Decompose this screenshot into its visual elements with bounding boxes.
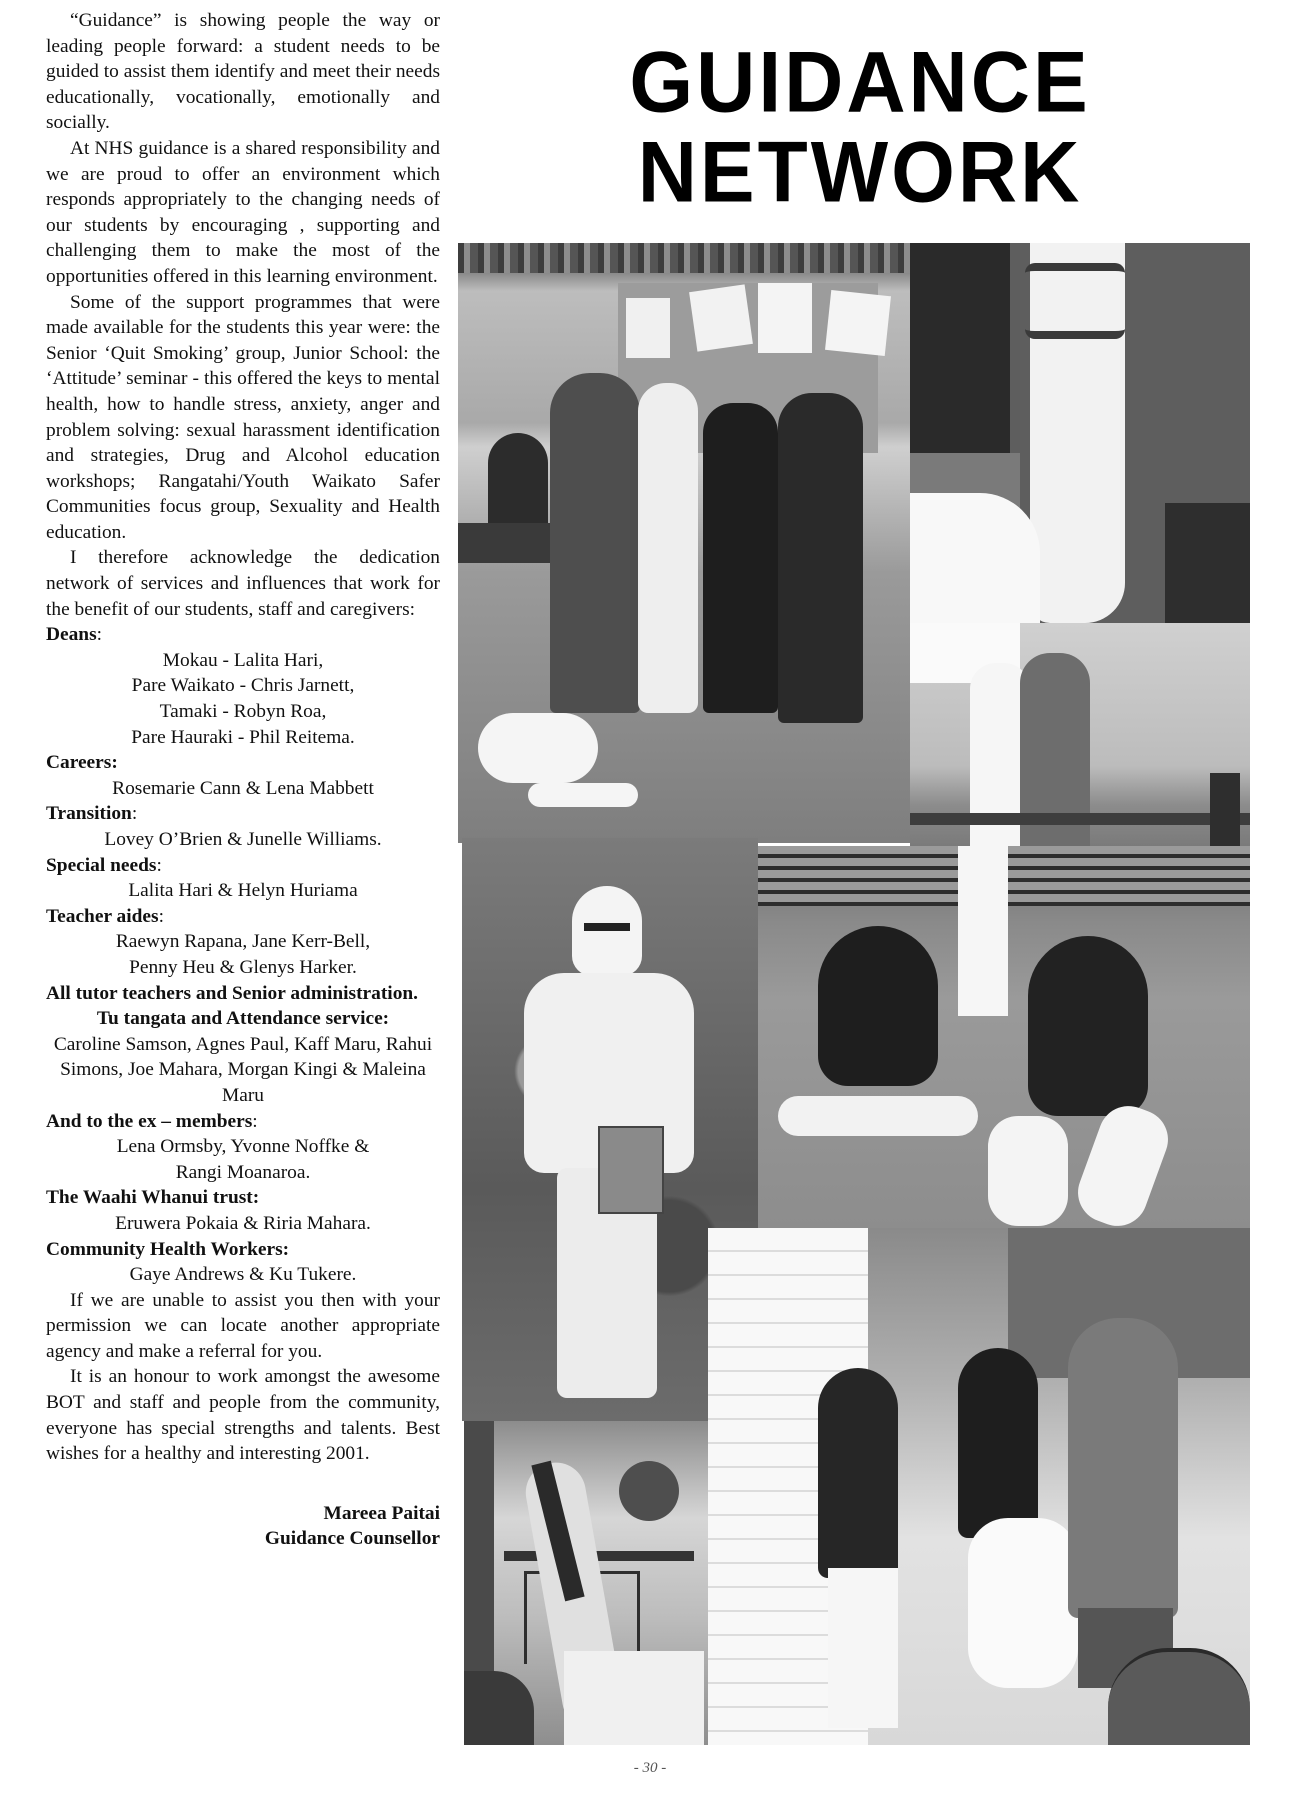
careers-names: Rosemarie Cann & Lena Mabbett (112, 777, 374, 799)
page-number: - 30 - (633, 1760, 667, 1776)
careers-heading: Careers: (46, 752, 118, 774)
teacher-aides-names: Penny Heu & Glenys Harker. (129, 956, 357, 978)
ex-members-heading-colon: : (252, 1110, 258, 1132)
deans-heading-colon: : (96, 624, 103, 646)
bandaged-wrist-closeup-photo (910, 243, 1250, 623)
tu-tangata-heading: Tu tangata and Attendance service: (96, 1008, 390, 1030)
ex-members-heading (46, 1109, 440, 1135)
special-needs-heading-colon: : (156, 854, 162, 876)
special-needs-heading (46, 853, 440, 879)
students-wrapping-figure-photo (910, 623, 1250, 883)
tu-tangata-names: Caroline Samson, Agnes Paul, Kaff Maru, Rahui Simons, Joe Mahara, Morgan Kingi & Maleina Maru (53, 1033, 433, 1106)
deans-heading-text: Deans (46, 624, 97, 646)
bandaged-arm-classroom-photo (464, 1421, 708, 1745)
transition-heading-colon: : (131, 803, 138, 825)
students-outdoors-path-photo (708, 1228, 1250, 1745)
deans-heading (46, 622, 440, 648)
signature-name: Mareea Paitai (323, 1502, 440, 1524)
transition-names: Lovey O’Brien & Junelle Williams. (104, 829, 382, 850)
teacher-aides-names: Raewyn Rapana, Jane Kerr-Bell, (115, 931, 371, 953)
transition-heading-text: Transition (46, 803, 132, 825)
students-kneeling-on-floor-photo (758, 846, 1250, 1228)
teacher-aides-heading-colon: : (158, 905, 164, 927)
page-title-line-2: NETWORK (637, 124, 1083, 221)
ex-members-heading-text: And to the ex – members (46, 1110, 253, 1132)
community-health-heading: Community Health Workers: (46, 1238, 290, 1260)
waahi-whanui-names: Eruwera Pokaia & Riria Mahara. (115, 1212, 371, 1234)
deans-name: Pare Waikato - Chris Jarnett, (131, 675, 355, 697)
deans-name: Mokau - Lalita Hari, (162, 649, 324, 671)
ex-members-names: Rangi Moanaroa. (175, 1161, 311, 1183)
intro-paragraph: At NHS guidance is a shared responsibility and we are proud to offer an environment which responds appropriately to the changing needs of our students by encouraging , supporting and challenging them to make the most of the opportunities offered in this learning environment. (46, 137, 440, 287)
teacher-aides-heading (46, 904, 440, 930)
intro-paragraph: Some of the support programmes that were made available for the students this year were: the Senior ‘Quit Smoking’ group, Junior School: the ‘Attitude’ seminar - this offered the keys to mental health, how to handle stress, anxiety, anger and problem solving: sexual harassment identification and strategies, Drug and Alcohol education workshops; Rangatahi/Youth Waikato Safer Communities focus group, Sexuality and Health education. (46, 291, 440, 543)
page-title-line-1: GUIDANCE (629, 34, 1091, 131)
special-needs-names: Lalita Hari & Helyn Huriama (128, 880, 358, 902)
closing-paragraph: It is an honour to work amongst the awesome BOT and staff and people from the community, everyone has special strengths and talents. Best wishes for a healthy and interesting 2001. (46, 1366, 440, 1465)
classroom-bandage-mummy-photo (458, 243, 910, 843)
intro-paragraph: I therefore acknowledge the dedication network of services and influences that work for the benefit of our students, staff and caregivers: (46, 547, 440, 620)
article-body (46, 8, 440, 1552)
ex-members-names: Lena Ormsby, Yvonne Noffke & (116, 1136, 370, 1158)
teacher-aides-heading-text: Teacher aides (46, 905, 159, 927)
transition-heading (46, 801, 440, 827)
closing-paragraph: If we are unable to assist you then with your permission we can locate another appropriate agency and make a referral for you. (46, 1289, 440, 1362)
waahi-whanui-heading: The Waahi Whanui trust: (46, 1187, 260, 1209)
deans-name: Pare Hauraki - Phil Reitema. (131, 726, 355, 748)
signature-role: Guidance Counsellor (264, 1528, 440, 1550)
tutor-teachers-line: All tutor teachers and Senior administration. (46, 982, 419, 1004)
community-health-names: Gaye Andrews & Ku Tukere. (129, 1264, 357, 1286)
special-needs-heading-text: Special needs (46, 854, 157, 876)
deans-name: Tamaki - Robyn Roa, (159, 701, 327, 723)
intro-paragraph: “Guidance” is showing people the way or leading people forward: a student needs to be guided to assist them identify and meet their needs educationally, vocationally, emotionally and socially. (46, 10, 440, 134)
